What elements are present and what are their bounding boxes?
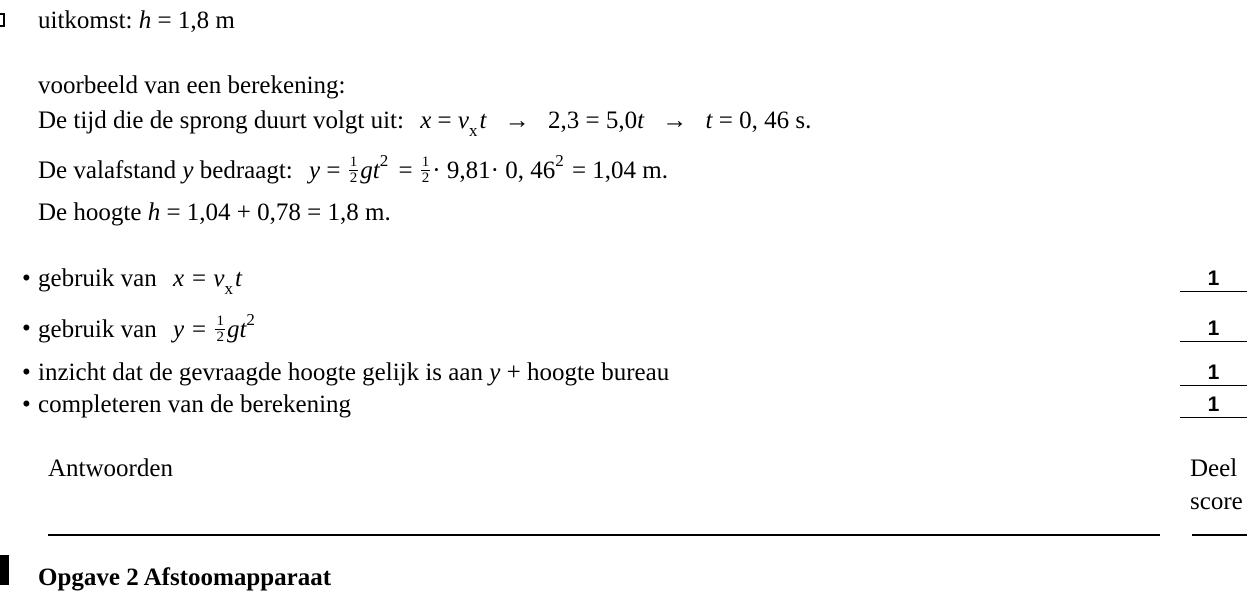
line1-x: x xyxy=(420,107,432,134)
line1-step: 2,3 = 5,0 xyxy=(547,107,638,134)
criterion-t: t xyxy=(239,316,247,344)
outcome-value: = 1,8 m xyxy=(157,7,235,34)
outcome-line xyxy=(38,8,235,33)
line1-t: t xyxy=(479,107,487,134)
outcome-label: uitkomst: xyxy=(38,7,133,34)
line1-eq: = xyxy=(437,107,452,134)
fraction-half xyxy=(215,314,225,345)
frac2-num: 1 xyxy=(421,154,430,170)
frac-den: 2 xyxy=(216,329,224,345)
frac-num: 1 xyxy=(349,154,358,170)
line2-calc-exp: 2 xyxy=(555,151,564,171)
score-value: 1 xyxy=(1180,268,1247,292)
line3-text: De hoogte xyxy=(38,199,142,226)
line2-lhs: y xyxy=(309,157,321,185)
score-label: score xyxy=(1190,488,1243,515)
criterion-text: completeren van de berekening xyxy=(38,391,352,418)
example-line-3 xyxy=(38,200,391,225)
line2-text2: bedraagt: xyxy=(199,157,293,185)
criterion-tail: t xyxy=(235,265,242,292)
bullet-icon: • xyxy=(22,391,31,418)
line3-text2: = 1,04 + 0,78 = 1,8 m. xyxy=(166,199,391,226)
fraction-half xyxy=(349,155,359,186)
answers-label: Antwoorden xyxy=(48,455,173,482)
arrow-icon: → xyxy=(504,107,530,134)
checkbox-icon xyxy=(0,13,5,27)
line1-v: v xyxy=(457,107,470,134)
score-value: 1 xyxy=(1180,394,1247,418)
line2-eq2: = xyxy=(398,157,413,185)
line2-calc: · 9,81· 0, 46 xyxy=(432,157,556,185)
line1-result: = 0, 46 s. xyxy=(718,107,812,134)
line2-t: t xyxy=(372,157,380,185)
bullet-icon: • xyxy=(22,359,31,386)
example-line-1 xyxy=(38,107,812,140)
frac-den: 2 xyxy=(349,170,358,186)
line2-g: g xyxy=(360,157,373,185)
line1-step-t: t xyxy=(637,107,645,134)
line2-eq: = xyxy=(326,157,341,185)
bullet-icon: • xyxy=(22,315,31,342)
line2-text: De valafstand xyxy=(38,157,177,185)
bullet-icon: • xyxy=(22,265,31,292)
criterion-g: g xyxy=(226,316,240,344)
divider-answers xyxy=(48,534,1160,536)
criterion-var: y xyxy=(489,359,501,386)
section-marker xyxy=(0,555,9,585)
example-line-2 xyxy=(38,151,668,188)
line2-var: y xyxy=(182,157,194,185)
criterion-formula: x = v xyxy=(172,265,225,292)
line2-exp: 2 xyxy=(379,151,389,171)
outcome-variable: h xyxy=(138,7,152,34)
line2-result: = 1,04 m. xyxy=(571,157,668,185)
score-value: 1 xyxy=(1180,318,1247,342)
criterion-tail: + hoogte bureau xyxy=(506,359,670,386)
criterion-formula: y = xyxy=(172,316,208,344)
criterion-text: gebruik van xyxy=(38,316,157,344)
frac-num: 1 xyxy=(216,313,224,329)
criterion-text: gebruik van xyxy=(38,265,157,292)
fraction-half-2 xyxy=(421,155,431,186)
line1-text: De tijd die de sprong duurt volgt uit: xyxy=(38,107,404,134)
divider-score xyxy=(1192,534,1247,536)
criterion-sub: x xyxy=(224,279,234,298)
line3-var: h xyxy=(147,199,161,226)
frac2-den: 2 xyxy=(421,170,430,186)
criterion-exp: 2 xyxy=(246,310,255,330)
criterion-text: inzicht dat de gevraagde hoogte gelijk is aan xyxy=(38,359,483,386)
deel-label: Deel xyxy=(1190,455,1238,482)
score-value: 1 xyxy=(1180,362,1247,386)
section-title: Opgave 2 Afstoomapparaat xyxy=(38,564,332,591)
line1-v-sub: x xyxy=(469,121,478,140)
example-heading: voorbeeld van een berekening: xyxy=(38,72,346,99)
line1-result-t: t xyxy=(705,107,713,134)
arrow-icon: → xyxy=(662,107,688,134)
